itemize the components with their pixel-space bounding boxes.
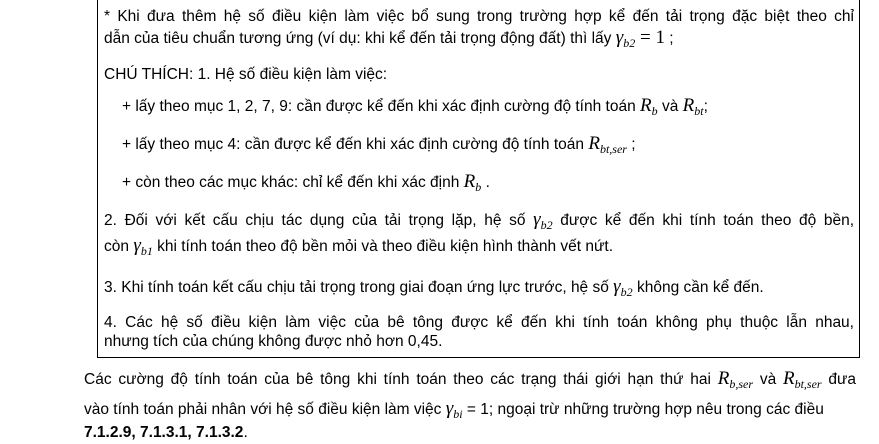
body-line2 [84, 400, 824, 423]
text: và [759, 371, 777, 388]
text: 3. Khi tính toán kết cấu chịu tải trọng trong giai đoạn ứng lực trước, hệ số [104, 279, 609, 296]
paragraph-special-load-line2 [104, 29, 674, 52]
gamma-bi-symbol: $\gamma_{bi}$ [445, 398, 463, 421]
note-3 [104, 278, 764, 301]
text: + còn theo các mục khác: chỉ kể đến khi xác định [122, 174, 460, 191]
text: vào tính toán phải nhân với hệ số điều kiện làm việc [84, 401, 442, 418]
text: ; [669, 30, 674, 47]
note-2-line1 [104, 211, 854, 234]
text: + lấy theo mục 1, 2, 7, 9: cần được kể đến khi xác định cường độ tính toán [122, 98, 636, 115]
text: = 1; ngoại trừ những trường hợp nêu trong các điều [462, 401, 824, 418]
gamma-b2-symbol: $\gamma_{b2}$ [613, 276, 633, 299]
text: không cần kể đến. [636, 279, 764, 296]
r-b-ser-symbol: $R_{b,ser}$ [717, 368, 754, 391]
note-1c [122, 173, 490, 196]
note-title [104, 66, 387, 84]
gamma-b2-symbol: $\gamma_{b2} = 1$ [615, 27, 665, 50]
text: CHÚ THÍCH: 1. Hệ số điều kiện làm việc: [104, 66, 388, 83]
r-b-symbol: $R_b$ [640, 95, 658, 118]
text: dẫn của tiêu chuẩn tương ứng (ví dụ: khi kể đến tải trọng động đất) thì lấy [104, 30, 612, 47]
note-1a [122, 97, 708, 120]
text: khi tính toán theo độ bền mỏi và theo điều kiện hình thành vết nứt. [157, 238, 614, 255]
text: . [485, 174, 490, 191]
r-b-symbol: $R_b$ [463, 171, 482, 194]
clause-references: 7.1.2.9, 7.1.3.1, 7.1.3.2 [84, 424, 244, 441]
text: đưa [828, 371, 857, 388]
gamma-b2-symbol: $\gamma_{b2}$ [533, 209, 553, 232]
note-4-line1 [104, 314, 854, 332]
text: 4. Các hệ số điều kiện làm việc của bê tông được kể đến khi tính toán không phụ thuộc lẫn nhau, [104, 314, 854, 331]
note-2-line2 [104, 237, 613, 260]
r-bt-symbol: $R_{bt}$ [682, 95, 704, 118]
text: * Khi đưa thêm hệ số điều kiện làm việc bổ sung trong trường hợp kể đến tải trọng đặc biệt theo chỉ [104, 8, 854, 25]
text: . [243, 424, 248, 441]
r-bt-ser-symbol: $R_{bt,ser}$ [588, 133, 627, 156]
text: còn [104, 238, 129, 255]
body-line1 [84, 370, 856, 393]
note-1b [122, 135, 636, 158]
text: + lấy theo mục 4: cần được kể đến khi xác định cường độ tính toán [122, 136, 585, 153]
text: nhưng tích của chúng không được nhỏ hơn 0,45. [104, 333, 443, 350]
text: và [661, 98, 679, 115]
note-4-line2 [104, 333, 442, 351]
r-bt-ser-symbol: $R_{bt,ser}$ [782, 368, 822, 391]
body-line3 [84, 424, 248, 442]
text: 2. Đối với kết cấu chịu tác dụng của tải trọng lặp, hệ số [104, 212, 526, 229]
text: ; [703, 98, 708, 115]
text: Các cường độ tính toán của bê tông khi tính toán theo các trạng thái giới hạn thứ hai [84, 371, 711, 388]
text: được kể đến khi tính toán theo độ bền, [560, 212, 855, 229]
text: ; [631, 136, 636, 153]
paragraph-special-load-line1 [104, 8, 854, 26]
gamma-b1-symbol: $\gamma_{b1}$ [133, 235, 153, 258]
